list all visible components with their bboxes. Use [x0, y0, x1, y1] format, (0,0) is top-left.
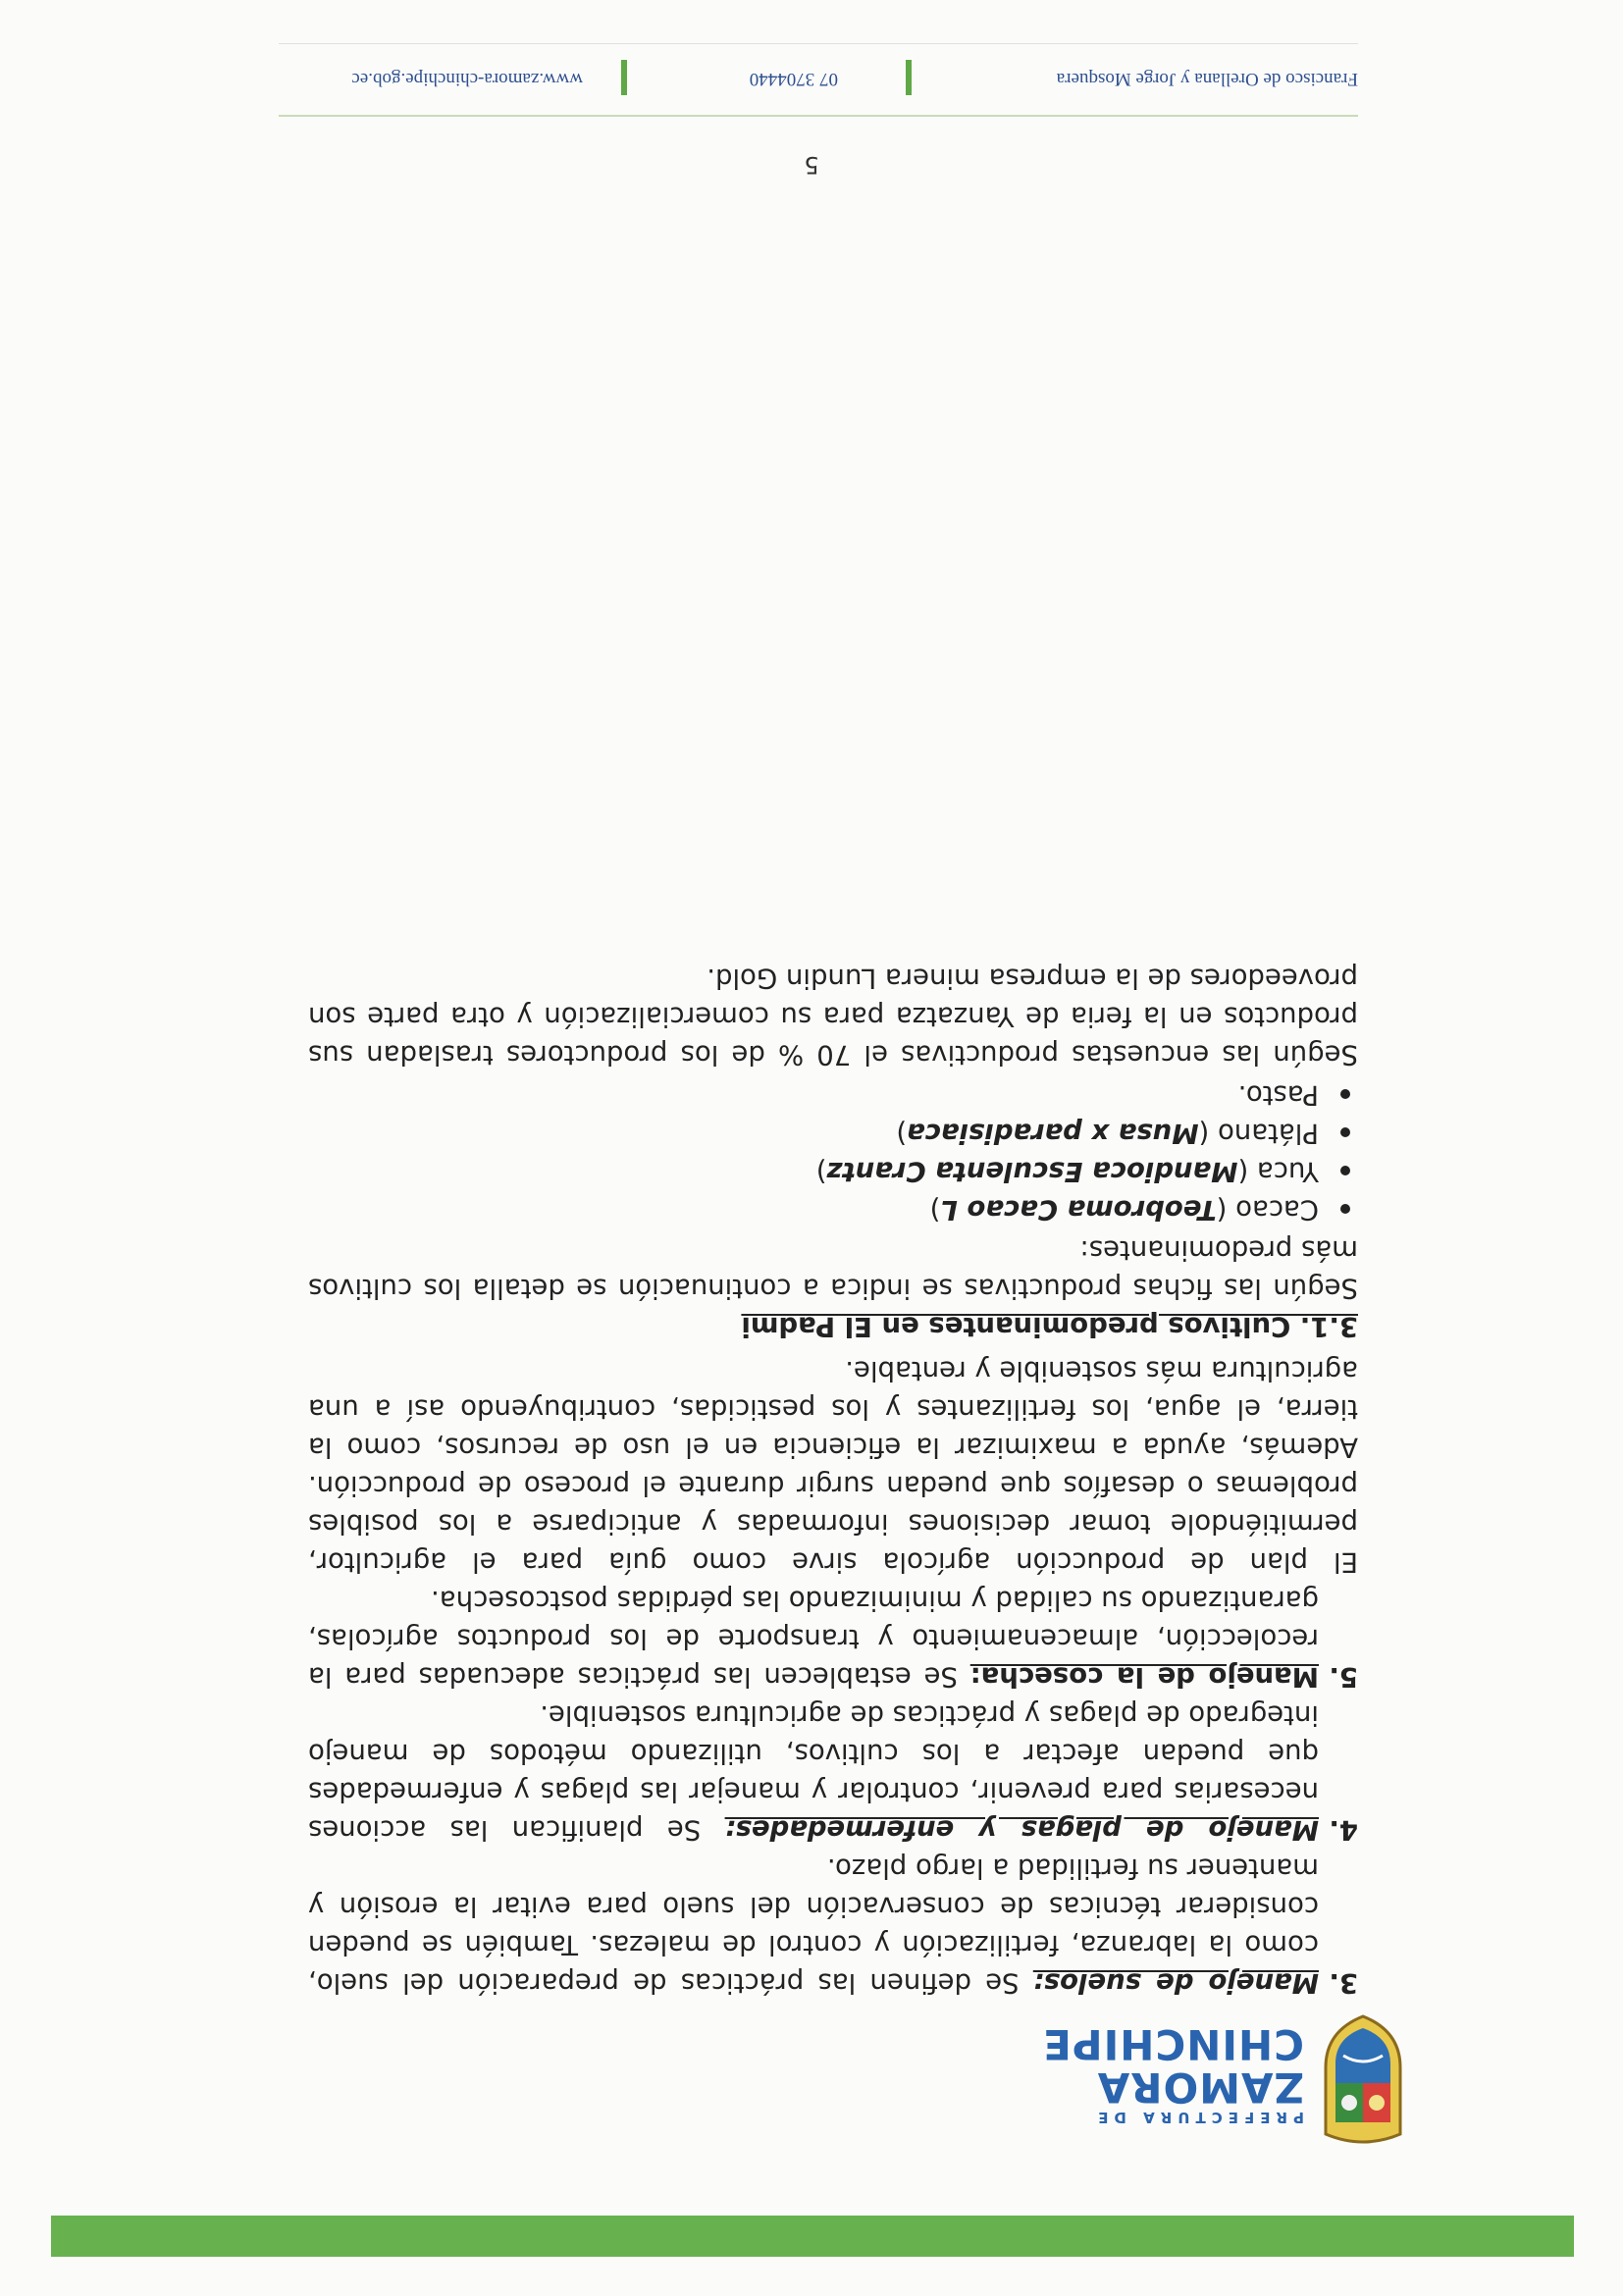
logo-chinchipe: CHINCHIPE: [1042, 2020, 1304, 2068]
section-title: 3.1. Cultivos predominantes en El Padmi: [741, 1311, 1358, 1342]
prefectura-logo: [1042, 1997, 1412, 2144]
list-item-manejo-cosecha: [308, 1581, 1358, 1696]
footer-separator: [906, 60, 912, 95]
footer-address: Francisco de Orellana y Jorge Mosquera: [1056, 69, 1358, 89]
crop-item-yuca: Yuca (Mandioca Esculenta Crantz): [308, 1152, 1358, 1190]
item-number: 3.: [1329, 1967, 1358, 1999]
list-item-manejo-suelos: [308, 1849, 1358, 2002]
footer-separator: [621, 60, 627, 95]
item-text: Se definen las prácticas de preparación del suelo, como la labranza, fertilización y control de malezas. También se pueden considerar técnicas de conservación del suelo para evitar la erosión y mantener su fertilidad a largo plazo.: [308, 1852, 1319, 1999]
item-text: Se planifican las acciones necesarias para prevenir, controlar y manejar las plagas y enfermedades que puedan afectar a los cultivos, utilizando métodos de manejo integrado de plagas y prácticas de agricultura sostenible.: [308, 1699, 1319, 1846]
logo-prefix: PREFECTURA DE: [1092, 2109, 1304, 2126]
footer-bottom-line: [279, 43, 1358, 44]
item-term: Manejo de la cosecha:: [969, 1661, 1319, 1693]
paragraph-fichas: Según las fichas productivas se indica a continuación se detalla los cultivos más predominantes:: [308, 1234, 1358, 1304]
footer: [279, 62, 1358, 95]
page-number: 5: [804, 151, 819, 179]
paragraph-encuestas: Según las encuestas productivas el 70 % de los productores trasladan sus productos en la feria de Yanzatza para su comercialización y otra parte son proveedores de la empresa minera Lundin Gold.: [308, 963, 1358, 1070]
footer-divider: [279, 115, 1358, 117]
item-number: 4.: [1329, 1814, 1358, 1846]
document-body: [308, 959, 1358, 2002]
paragraph-plan-produccion: El plan de producción agrícola sirve como guía para el agricultor, permitiéndole tomar decisiones informadas y anticiparse a los posibles problemas o desafíos que puedan surgir durante el proceso de producción. Además, ayuda a maximizar la eficiencia en el uso de recursos, como la tierra, el agua, los fertilizantes y los pesticidas, contribuyendo así a una agricultura más sostenible y rentable.: [308, 1355, 1358, 1578]
item-text: Se establecen las prácticas adecuadas para la recolección, almacenamiento y transporte de los productos agrícolas, garantizando su calidad y minimizando las pérdidas postcosecha.: [308, 1585, 1319, 1693]
coat-of-arms-icon: [1314, 2011, 1412, 2144]
item-number: 5.: [1329, 1661, 1358, 1693]
item-term: Manejo de plagas y enfermedades:: [724, 1814, 1319, 1846]
crop-item-pasto: Pasto.: [308, 1075, 1358, 1114]
crop-item-cacao: Cacao (Teobroma Cacao L): [308, 1190, 1358, 1228]
list-item-manejo-plagas: [308, 1696, 1358, 1849]
footer-website: www.zamora-chinchipe.gob.ec: [351, 69, 583, 89]
header-green-band: [51, 2216, 1574, 2257]
footer-phone: 07 3704440: [749, 69, 838, 89]
crops-list: [308, 1075, 1358, 1228]
logo-zamora: ZAMORA: [1096, 2063, 1304, 2112]
item-term: Manejo de suelos:: [1032, 1967, 1319, 1999]
crop-item-platano: Plátano (Musa x paradisiaca): [308, 1114, 1358, 1152]
